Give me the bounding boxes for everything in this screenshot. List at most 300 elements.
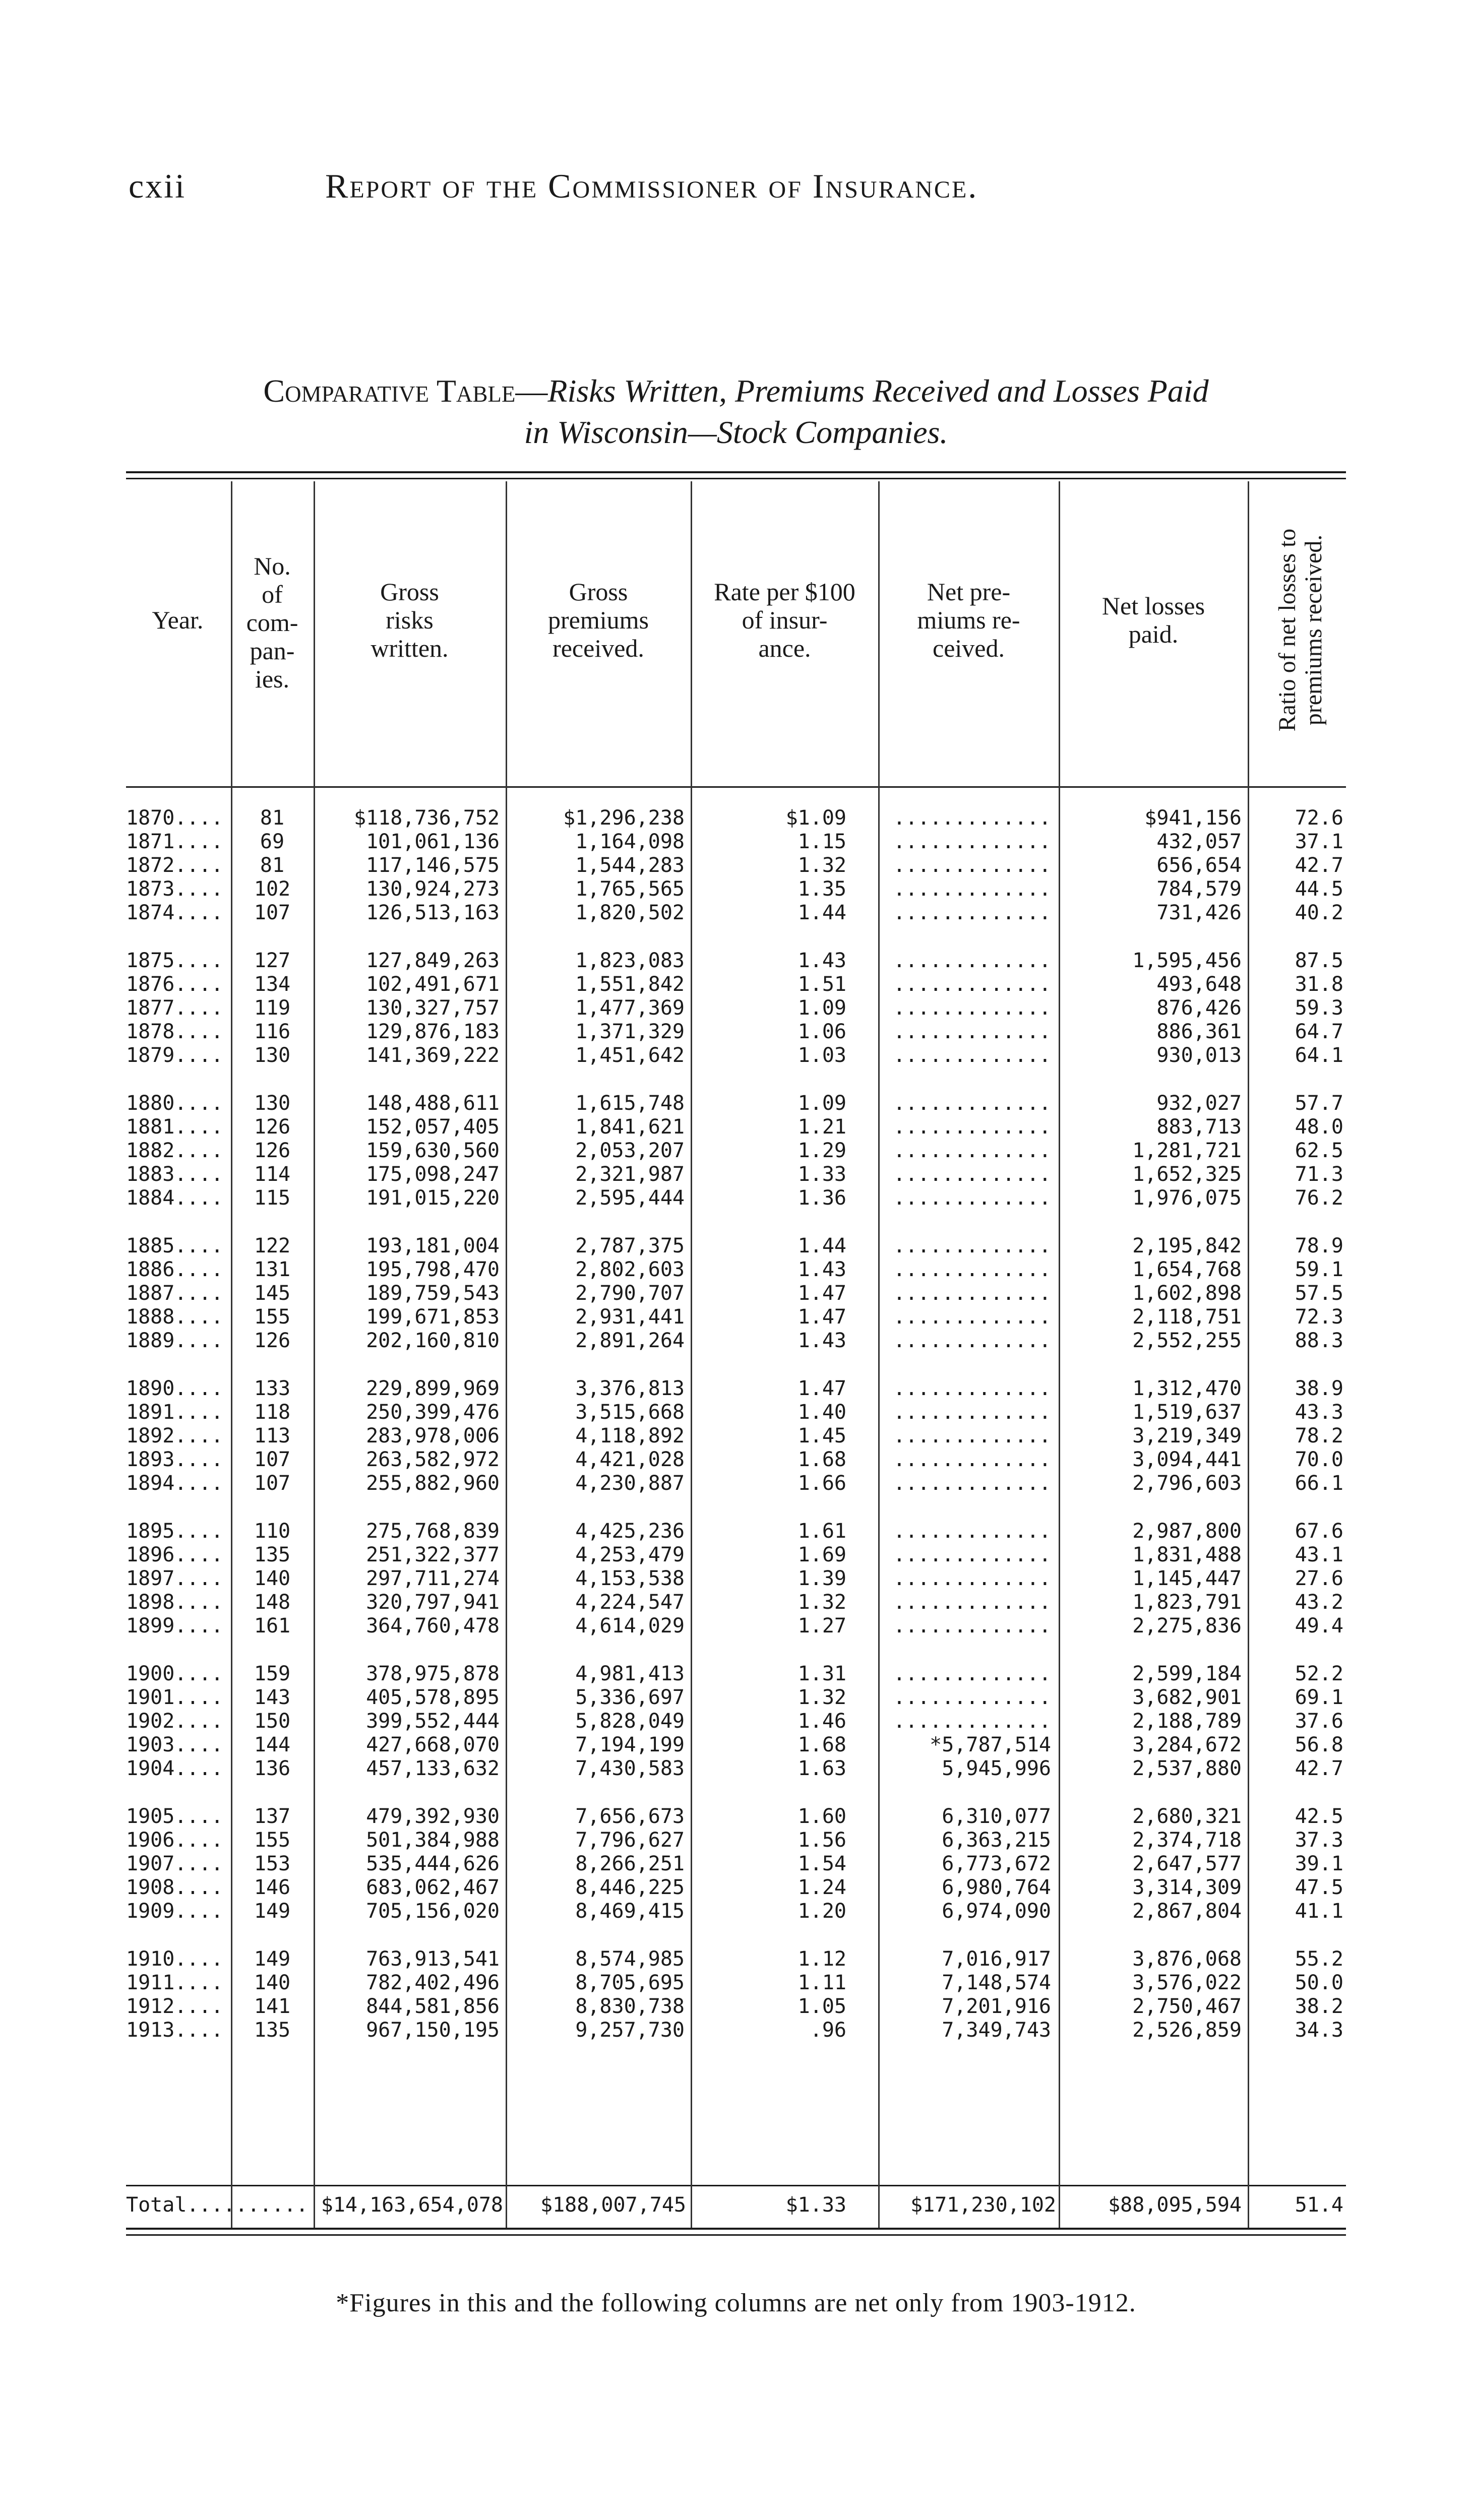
cell-gross-risks: 159,630,560 (366, 1139, 500, 1162)
cell-companies: 127 (254, 949, 291, 972)
cell-ratio: 38.9 (1295, 1377, 1343, 1400)
cell-gross-risks: 427,668,070 (366, 1733, 500, 1756)
cell-net-losses: 784,579 (1156, 877, 1242, 901)
cell-net-losses: 1,654,768 (1132, 1258, 1242, 1281)
cell-year: 1883.... (126, 1163, 223, 1186)
cell-rate: 1.47 (798, 1282, 846, 1305)
caption-lead: Comparative Table (263, 373, 516, 409)
cell-gross-risks: 250,399,476 (366, 1401, 500, 1424)
cell-gross-risks: 782,402,496 (366, 1971, 500, 1994)
cell-ratio: 27.6 (1295, 1567, 1343, 1590)
cell-net-premiums: 7,201,916 (942, 1995, 1051, 2018)
cell-ratio: 34.3 (1295, 2019, 1343, 2042)
cell-net-losses: 2,275,836 (1132, 1614, 1242, 1637)
cell-gross-risks: 148,488,611 (366, 1092, 500, 1115)
cell-net-losses: 1,145,447 (1132, 1567, 1242, 1590)
cell-rate: 1.24 (798, 1876, 846, 1899)
cell-year: 1889.... (126, 1329, 223, 1352)
cell-companies: 149 (254, 1947, 291, 1971)
cell-net-losses: 3,876,068 (1132, 1947, 1242, 1971)
cell-gross-risks: 251,322,377 (366, 1543, 500, 1566)
cell-companies: 155 (254, 1829, 291, 1852)
cell-gross-premiums: 1,164,098 (575, 830, 685, 853)
total-gross-premiums: $188,007,745 (540, 2193, 686, 2217)
cell-net-premiums: ............. (893, 1092, 1051, 1115)
cell-net-losses: 1,823,791 (1132, 1591, 1242, 1614)
cell-net-premiums: ............. (893, 806, 1051, 830)
cell-gross-risks: 195,798,470 (366, 1258, 500, 1281)
cell-rate: 1.47 (798, 1305, 846, 1329)
cell-net-premiums: ............. (893, 1520, 1051, 1543)
cell-rate: 1.56 (798, 1829, 846, 1852)
cell-gross-risks: 763,913,541 (366, 1947, 500, 1971)
cell-ratio: 66.1 (1295, 1472, 1343, 1495)
cell-companies: 122 (254, 1234, 291, 1257)
cell-gross-premiums: 7,796,627 (575, 1829, 685, 1852)
cell-year: 1906.... (126, 1829, 223, 1852)
cell-rate: 1.31 (798, 1662, 846, 1685)
cell-gross-risks: 378,975,878 (366, 1662, 500, 1685)
cell-companies: 137 (254, 1805, 291, 1828)
cell-companies: 81 (260, 854, 285, 877)
cell-rate: 1.68 (798, 1448, 846, 1471)
cell-gross-risks: 129,876,183 (366, 1020, 500, 1043)
cell-year: 1909.... (126, 1900, 223, 1923)
cell-gross-premiums: 1,477,369 (575, 996, 685, 1020)
cell-ratio: 62.5 (1295, 1139, 1343, 1162)
col-separator (314, 481, 315, 2228)
cell-gross-premiums: 3,376,813 (575, 1377, 685, 1400)
cell-net-losses: 1,976,075 (1132, 1186, 1242, 1210)
cell-rate: 1.09 (798, 1092, 846, 1115)
cell-year: 1896.... (126, 1543, 223, 1566)
cell-gross-premiums: 4,421,028 (575, 1448, 685, 1471)
cell-ratio: 57.7 (1295, 1092, 1343, 1115)
cell-ratio: 50.0 (1295, 1971, 1343, 1994)
cell-companies: 102 (254, 877, 291, 901)
cell-ratio: 56.8 (1295, 1733, 1343, 1756)
cell-net-losses: 930,013 (1156, 1044, 1242, 1067)
cell-net-premiums: ............. (893, 1424, 1051, 1447)
cell-companies: 140 (254, 1567, 291, 1590)
cell-year: 1903.... (126, 1733, 223, 1756)
cell-year: 1877.... (126, 996, 223, 1020)
cell-gross-premiums: 3,515,668 (575, 1401, 685, 1424)
cell-net-losses: 2,552,255 (1132, 1329, 1242, 1352)
cell-gross-risks: 175,098,247 (366, 1163, 500, 1186)
cell-rate: 1.20 (798, 1900, 846, 1923)
cell-ratio: 37.3 (1295, 1829, 1343, 1852)
cell-gross-premiums: 4,153,538 (575, 1567, 685, 1590)
cell-net-premiums: ............. (893, 1401, 1051, 1424)
cell-gross-risks: 967,150,195 (366, 2019, 500, 2042)
cell-companies: 81 (260, 806, 285, 830)
cell-companies: 135 (254, 2019, 291, 2042)
cell-companies: 115 (254, 1186, 291, 1210)
cell-gross-risks: 535,444,626 (366, 1852, 500, 1875)
cell-net-premiums: ............. (893, 1614, 1051, 1637)
cell-companies: 110 (254, 1520, 291, 1543)
cell-gross-premiums: 4,224,547 (575, 1591, 685, 1614)
cell-gross-risks: 320,797,941 (366, 1591, 500, 1614)
cell-companies: 146 (254, 1876, 291, 1899)
cell-gross-risks: 275,768,839 (366, 1520, 500, 1543)
page-title: Report of the Commissioner of Insurance. (325, 167, 978, 205)
cell-companies: 119 (254, 996, 291, 1020)
cell-ratio: 38.2 (1295, 1995, 1343, 2018)
cell-net-losses: 1,312,470 (1132, 1377, 1242, 1400)
cell-net-losses: 2,374,718 (1132, 1829, 1242, 1852)
cell-rate: 1.43 (798, 949, 846, 972)
cell-gross-premiums: 8,705,695 (575, 1971, 685, 1994)
cell-gross-risks: 457,133,632 (366, 1757, 500, 1780)
cell-gross-premiums: 2,891,264 (575, 1329, 685, 1352)
cell-companies: 135 (254, 1543, 291, 1566)
cell-gross-premiums: 2,802,603 (575, 1258, 685, 1281)
cell-net-premiums: *5,787,514 (930, 1733, 1051, 1756)
cell-gross-premiums: 2,931,441 (575, 1305, 685, 1329)
cell-year: 1895.... (126, 1520, 223, 1543)
top-rule-1 (126, 471, 1346, 473)
cell-rate: 1.12 (798, 1947, 846, 1971)
cell-rate: 1.03 (798, 1044, 846, 1067)
cell-net-losses: 1,652,325 (1132, 1163, 1242, 1186)
cell-gross-premiums: 5,828,049 (575, 1710, 685, 1733)
cell-gross-premiums: 2,595,444 (575, 1186, 685, 1210)
cell-year: 1897.... (126, 1567, 223, 1590)
cell-net-premiums: ............. (893, 854, 1051, 877)
header-net-losses: Net losses paid. (1101, 592, 1205, 648)
cell-net-premiums: 7,148,574 (942, 1971, 1051, 1994)
cell-net-premiums: ............. (893, 830, 1051, 853)
cell-year: 1887.... (126, 1282, 223, 1305)
cell-gross-premiums: 8,266,251 (575, 1852, 685, 1875)
cell-gross-premiums: 1,823,083 (575, 949, 685, 972)
cell-companies: 113 (254, 1424, 291, 1447)
cell-rate: 1.06 (798, 1020, 846, 1043)
cell-companies: 155 (254, 1305, 291, 1329)
cell-gross-premiums: $1,296,238 (563, 806, 685, 830)
cell-net-losses: 2,796,603 (1132, 1472, 1242, 1495)
cell-ratio: 37.1 (1295, 830, 1343, 853)
cell-companies: 136 (254, 1757, 291, 1780)
cell-ratio: 64.7 (1295, 1020, 1343, 1043)
cell-gross-risks: 102,491,671 (366, 973, 500, 996)
cell-companies: 141 (254, 1995, 291, 2018)
cell-net-losses: 2,188,789 (1132, 1710, 1242, 1733)
cell-net-losses: 656,654 (1156, 854, 1242, 877)
cell-ratio: 57.5 (1295, 1282, 1343, 1305)
cell-net-premiums: ............. (893, 1258, 1051, 1281)
total-label: Total.......... (126, 2193, 309, 2217)
cell-gross-risks: 705,156,020 (366, 1900, 500, 1923)
cell-companies: 161 (254, 1614, 291, 1637)
cell-ratio: 47.5 (1295, 1876, 1343, 1899)
cell-gross-risks: 117,146,575 (366, 854, 500, 877)
cell-rate: 1.68 (798, 1733, 846, 1756)
cell-ratio: 44.5 (1295, 877, 1343, 901)
cell-gross-premiums: 1,551,842 (575, 973, 685, 996)
cell-companies: 118 (254, 1401, 291, 1424)
cell-ratio: 72.6 (1295, 806, 1343, 830)
header-gross-premiums: Gross premiums received. (548, 578, 649, 662)
cell-gross-premiums: 4,981,413 (575, 1662, 685, 1685)
cell-companies: 144 (254, 1733, 291, 1756)
cell-year: 1885.... (126, 1234, 223, 1257)
cell-net-losses: 3,682,901 (1132, 1686, 1242, 1709)
total-gross-risks: $14,163,654,078 (321, 2193, 503, 2217)
cell-net-losses: 731,426 (1156, 901, 1242, 924)
cell-rate: 1.44 (798, 901, 846, 924)
cell-rate: 1.27 (798, 1614, 846, 1637)
cell-gross-premiums: 5,336,697 (575, 1686, 685, 1709)
cell-rate: 1.63 (798, 1757, 846, 1780)
cell-rate: 1.36 (798, 1186, 846, 1210)
cell-ratio: 52.2 (1295, 1662, 1343, 1685)
cell-gross-premiums: 4,614,029 (575, 1614, 685, 1637)
cell-gross-premiums: 2,321,987 (575, 1163, 685, 1186)
cell-net-losses: 3,219,349 (1132, 1424, 1242, 1447)
cell-rate: 1.35 (798, 877, 846, 901)
cell-year: 1876.... (126, 973, 223, 996)
cell-rate: 1.60 (798, 1805, 846, 1828)
col-separator (1248, 481, 1249, 2228)
cell-net-losses: $941,156 (1144, 806, 1242, 830)
cell-gross-premiums: 4,253,479 (575, 1543, 685, 1566)
cell-gross-premiums: 1,765,565 (575, 877, 685, 901)
cell-ratio: 64.1 (1295, 1044, 1343, 1067)
cell-net-premiums: ............. (893, 1020, 1051, 1043)
cell-ratio: 43.3 (1295, 1401, 1343, 1424)
header-ratio: Ratio of net losses to premiums received. (1274, 528, 1327, 732)
cell-gross-premiums: 7,194,199 (575, 1733, 685, 1756)
cell-companies: 133 (254, 1377, 291, 1400)
header-year: Year. (152, 606, 204, 634)
cell-gross-risks: 255,882,960 (366, 1472, 500, 1495)
cell-year: 1911.... (126, 1971, 223, 1994)
cell-rate: 1.45 (798, 1424, 846, 1447)
cell-net-premiums: ............. (893, 1686, 1051, 1709)
cell-net-premiums: 6,363,215 (942, 1829, 1051, 1852)
cell-net-premiums: ............. (893, 1662, 1051, 1685)
cell-net-losses: 2,867,804 (1132, 1900, 1242, 1923)
total-net-premiums: $171,230,102 (910, 2193, 1056, 2217)
cell-gross-risks: 683,062,467 (366, 1876, 500, 1899)
cell-companies: 149 (254, 1900, 291, 1923)
cell-net-losses: 1,831,488 (1132, 1543, 1242, 1566)
bottom-rule-1 (126, 2228, 1346, 2230)
cell-gross-risks: 283,978,006 (366, 1424, 500, 1447)
cell-gross-risks: 141,369,222 (366, 1044, 500, 1067)
cell-gross-risks: 191,015,220 (366, 1186, 500, 1210)
cell-gross-premiums: 4,425,236 (575, 1520, 685, 1543)
cell-companies: 140 (254, 1971, 291, 1994)
cell-year: 1905.... (126, 1805, 223, 1828)
cell-companies: 134 (254, 973, 291, 996)
cell-companies: 126 (254, 1115, 291, 1139)
cell-year: 1892.... (126, 1424, 223, 1447)
cell-gross-risks: 199,671,853 (366, 1305, 500, 1329)
cell-year: 1910.... (126, 1947, 223, 1971)
cell-ratio: 78.9 (1295, 1234, 1343, 1257)
cell-net-premiums: ............. (893, 1710, 1051, 1733)
cell-ratio: 41.1 (1295, 1900, 1343, 1923)
cell-net-premiums: ............. (893, 1305, 1051, 1329)
cell-gross-risks: 130,327,757 (366, 996, 500, 1020)
cell-ratio: 71.3 (1295, 1163, 1343, 1186)
cell-companies: 131 (254, 1258, 291, 1281)
cell-rate: 1.66 (798, 1472, 846, 1495)
cell-net-losses: 2,750,467 (1132, 1995, 1242, 2018)
cell-year: 1881.... (126, 1115, 223, 1139)
cell-gross-premiums: 8,446,225 (575, 1876, 685, 1899)
cell-year: 1884.... (126, 1186, 223, 1210)
col-separator (231, 481, 232, 2228)
cell-gross-premiums: 1,451,642 (575, 1044, 685, 1067)
cell-companies: 130 (254, 1092, 291, 1115)
cell-net-premiums: ............. (893, 1163, 1051, 1186)
cell-year: 1912.... (126, 1995, 223, 2018)
cell-rate: 1.32 (798, 854, 846, 877)
cell-net-losses: 1,519,637 (1132, 1401, 1242, 1424)
cell-gross-premiums: 8,574,985 (575, 1947, 685, 1971)
cell-gross-risks: 844,581,856 (366, 1995, 500, 2018)
cell-net-premiums: ............. (893, 1044, 1051, 1067)
cell-gross-premiums: 1,615,748 (575, 1092, 685, 1115)
cell-year: 1901.... (126, 1686, 223, 1709)
cell-gross-risks: 399,552,444 (366, 1710, 500, 1733)
cell-net-premiums: 6,310,077 (942, 1805, 1051, 1828)
bottom-rule-2 (126, 2234, 1346, 2236)
cell-net-premiums: ............. (893, 1591, 1051, 1614)
cell-gross-premiums: 9,257,730 (575, 2019, 685, 2042)
cell-year: 1874.... (126, 901, 223, 924)
cell-net-losses: 1,595,456 (1132, 949, 1242, 972)
cell-gross-risks: 101,061,136 (366, 830, 500, 853)
cell-rate: 1.43 (798, 1329, 846, 1352)
table-caption (126, 370, 1346, 453)
cell-rate: 1.43 (798, 1258, 846, 1281)
cell-net-losses: 1,281,721 (1132, 1139, 1242, 1162)
cell-year: 1873.... (126, 877, 223, 901)
cell-ratio: 78.2 (1295, 1424, 1343, 1447)
header-net-premiums: Net pre- miums re- ceived. (917, 578, 1020, 662)
cell-rate: .96 (810, 2019, 846, 2042)
cell-ratio: 48.0 (1295, 1115, 1343, 1139)
cell-rate: 1.09 (798, 996, 846, 1020)
cell-net-losses: 2,680,321 (1132, 1805, 1242, 1828)
cell-ratio: 42.7 (1295, 854, 1343, 877)
cell-net-losses: 932,027 (1156, 1092, 1242, 1115)
cell-ratio: 40.2 (1295, 901, 1343, 924)
cell-ratio: 70.0 (1295, 1448, 1343, 1471)
cell-ratio: 69.1 (1295, 1686, 1343, 1709)
page-number: cxii (129, 167, 186, 205)
cell-ratio: 43.2 (1295, 1591, 1343, 1614)
cell-rate: 1.05 (798, 1995, 846, 2018)
cell-rate: 1.32 (798, 1686, 846, 1709)
cell-companies: 153 (254, 1852, 291, 1875)
cell-net-premiums: ............. (893, 1567, 1051, 1590)
cell-year: 1891.... (126, 1401, 223, 1424)
cell-ratio: 67.6 (1295, 1520, 1343, 1543)
total-rate: $1.33 (785, 2193, 846, 2217)
cell-net-premiums: 7,349,743 (942, 2019, 1051, 2042)
cell-gross-risks: 479,392,930 (366, 1805, 500, 1828)
cell-net-losses: 2,526,859 (1132, 2019, 1242, 2042)
cell-gross-premiums: 1,544,283 (575, 854, 685, 877)
cell-gross-risks: 501,384,988 (366, 1829, 500, 1852)
cell-gross-risks: 229,899,969 (366, 1377, 500, 1400)
cell-rate: 1.61 (798, 1520, 846, 1543)
cell-ratio: 37.6 (1295, 1710, 1343, 1733)
cell-net-premiums: 6,980,764 (942, 1876, 1051, 1899)
cell-gross-premiums: 7,656,673 (575, 1805, 685, 1828)
cell-net-premiums: ............. (893, 1377, 1051, 1400)
header-companies: No. of com- pan- ies. (246, 552, 298, 693)
cell-net-premiums: ............. (893, 1115, 1051, 1139)
cell-gross-risks: 189,759,543 (366, 1282, 500, 1305)
cell-net-premiums: ............. (893, 1448, 1051, 1471)
cell-year: 1899.... (126, 1614, 223, 1637)
cell-companies: 69 (260, 830, 285, 853)
cell-net-premiums: ............. (893, 1186, 1051, 1210)
cell-rate: 1.33 (798, 1163, 846, 1186)
cell-net-premiums: 5,945,996 (942, 1757, 1051, 1780)
cell-rate: 1.44 (798, 1234, 846, 1257)
cell-net-losses: 886,361 (1156, 1020, 1242, 1043)
cell-gross-risks: 193,181,004 (366, 1234, 500, 1257)
cell-companies: 116 (254, 1020, 291, 1043)
total-ratio: 51.4 (1295, 2193, 1343, 2217)
cell-net-premiums: ............. (893, 973, 1051, 996)
cell-ratio: 39.1 (1295, 1852, 1343, 1875)
cell-net-premiums: ............. (893, 877, 1051, 901)
cell-year: 1870.... (126, 806, 223, 830)
cell-net-losses: 2,599,184 (1132, 1662, 1242, 1685)
cell-net-losses: 2,537,880 (1132, 1757, 1242, 1780)
cell-companies: 130 (254, 1044, 291, 1067)
cell-net-premiums: ............. (893, 1282, 1051, 1305)
cell-companies: 148 (254, 1591, 291, 1614)
cell-rate: 1.11 (798, 1971, 846, 1994)
cell-ratio: 31.8 (1295, 973, 1343, 996)
cell-companies: 107 (254, 1472, 291, 1495)
cell-ratio: 88.3 (1295, 1329, 1343, 1352)
cell-net-losses: 3,576,022 (1132, 1971, 1242, 1994)
cell-year: 1871.... (126, 830, 223, 853)
cell-net-losses: 2,647,577 (1132, 1852, 1242, 1875)
cell-rate: 1.15 (798, 830, 846, 853)
cell-net-losses: 883,713 (1156, 1115, 1242, 1139)
cell-companies: 159 (254, 1662, 291, 1685)
cell-year: 1890.... (126, 1377, 223, 1400)
cell-net-premiums: 6,773,672 (942, 1852, 1051, 1875)
cell-gross-risks: 405,578,895 (366, 1686, 500, 1709)
cell-gross-risks: 364,760,478 (366, 1614, 500, 1637)
cell-gross-risks: $118,736,752 (354, 806, 500, 830)
cell-gross-premiums: 2,790,707 (575, 1282, 685, 1305)
cell-net-losses: 3,314,309 (1132, 1876, 1242, 1899)
cell-year: 1888.... (126, 1305, 223, 1329)
cell-net-premiums: ............. (893, 1472, 1051, 1495)
cell-year: 1894.... (126, 1472, 223, 1495)
cell-ratio: 49.4 (1295, 1614, 1343, 1637)
cell-year: 1879.... (126, 1044, 223, 1067)
cell-companies: 126 (254, 1139, 291, 1162)
cell-ratio: 55.2 (1295, 1947, 1343, 1971)
cell-rate: 1.54 (798, 1852, 846, 1875)
